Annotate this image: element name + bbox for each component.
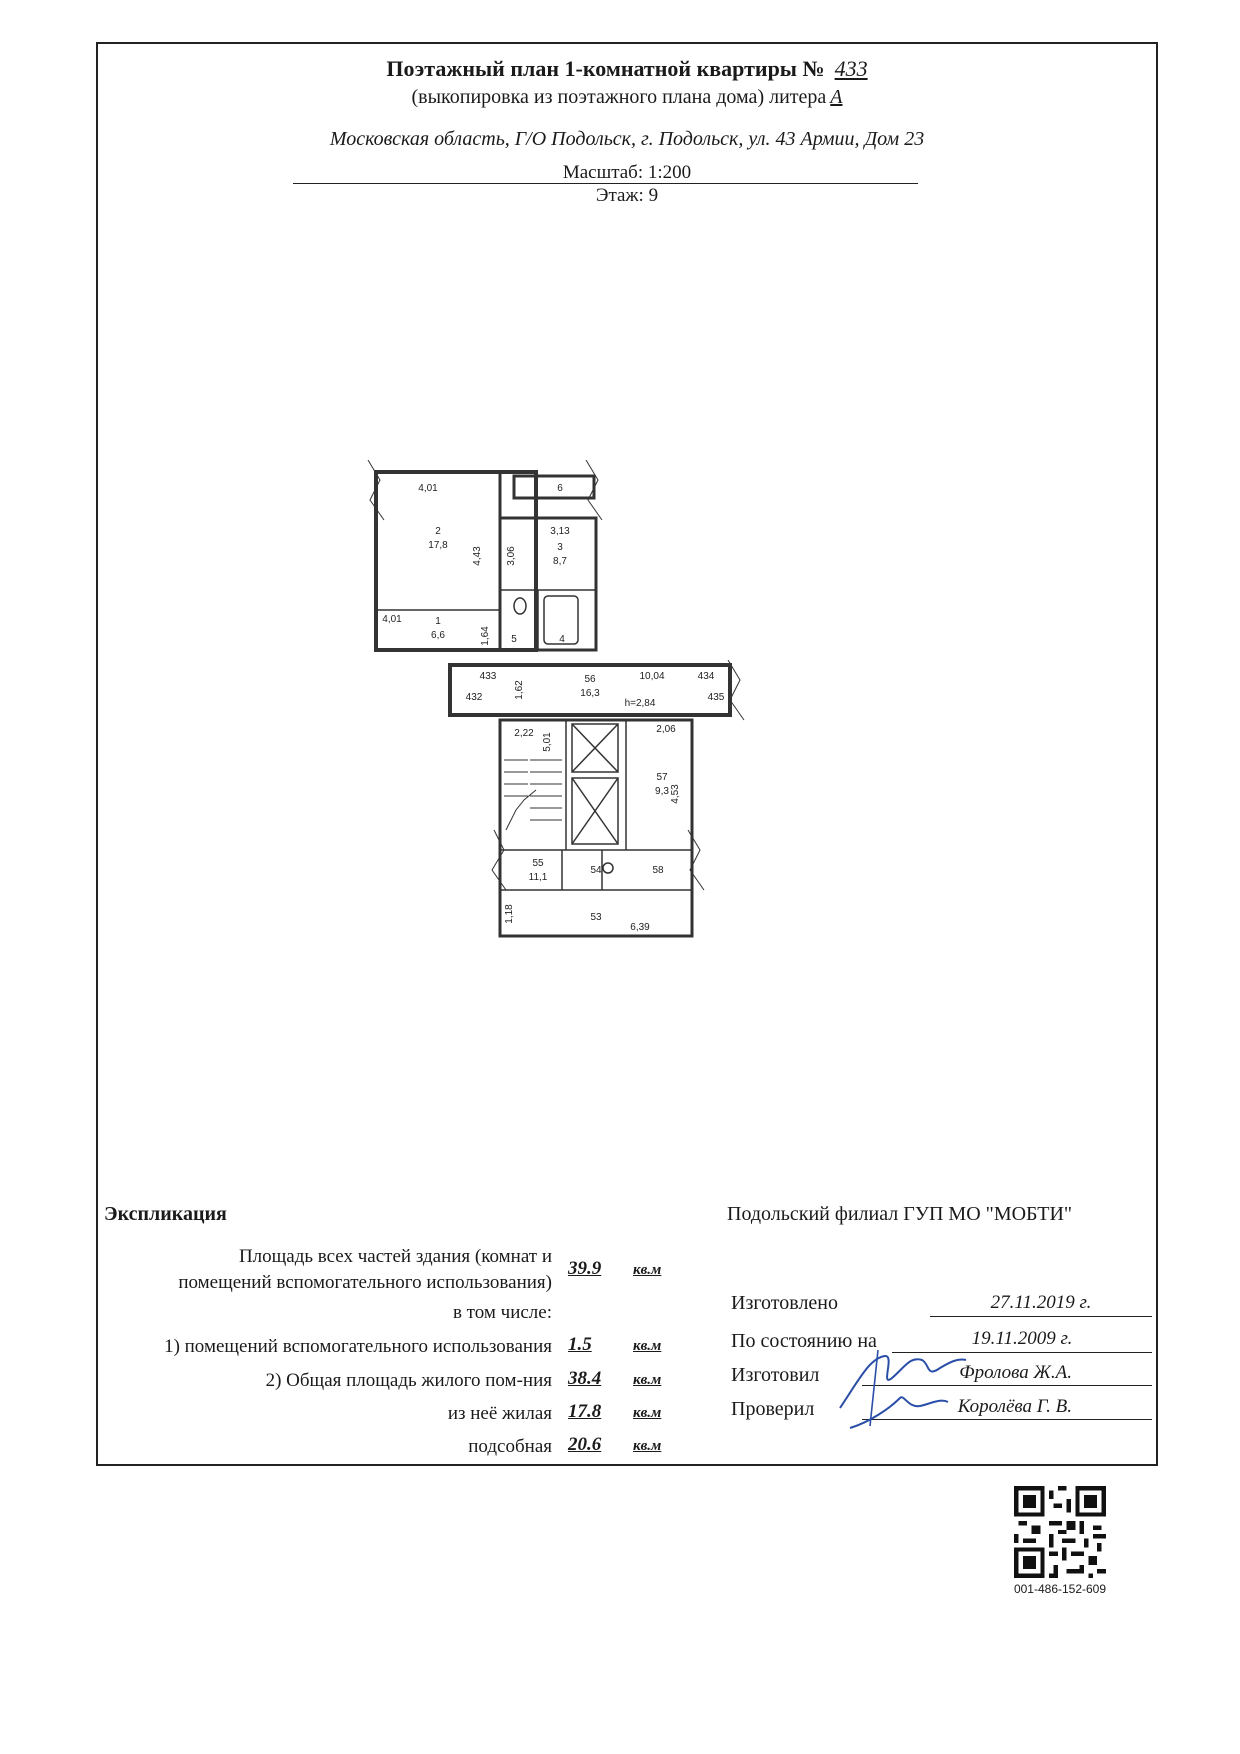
checker-name: Королёва Г. В.	[862, 1396, 1152, 1420]
made-label: Изготовлено	[731, 1292, 839, 1314]
room-number: 1	[435, 616, 441, 627]
maker-label: Изготовил	[731, 1364, 820, 1386]
room-number: 4	[559, 634, 565, 645]
explication-label: 2) Общая площадь жилого пом-ния	[265, 1370, 552, 1391]
checker-label: Проверил	[731, 1398, 815, 1420]
room-area: 8,7	[553, 556, 567, 567]
plan-dim: 2,22	[514, 728, 534, 739]
plan-dim: 1,64	[480, 626, 491, 646]
apartment-label: 432	[465, 692, 483, 703]
plan-dim: 4,43	[472, 546, 483, 566]
room-area: 6,6	[431, 630, 445, 641]
room-number: 3	[557, 542, 563, 553]
plan-dim: 2,06	[656, 724, 676, 735]
room-area: 17,8	[428, 540, 448, 551]
explication-unit: кв.м	[633, 1405, 662, 1421]
explication-value: 39.9	[568, 1258, 602, 1279]
room-area: 9,3	[655, 786, 669, 797]
apartment-label: 435	[707, 692, 725, 703]
explication-value: 38.4	[568, 1368, 602, 1389]
explication-value: 20.6	[568, 1434, 602, 1455]
qr-code-icon	[1014, 1486, 1106, 1578]
room-number: 6	[557, 483, 563, 494]
explication-label: подсобная	[468, 1436, 552, 1457]
explication-title: Экспликация	[104, 1203, 227, 1225]
title-text: Поэтажный план 1-комнатной квартиры №	[386, 56, 825, 81]
explication-label: помещений вспомогательного использования)	[178, 1272, 552, 1293]
plan-dim: 6,39	[630, 922, 650, 933]
apartment-label: 434	[697, 671, 715, 682]
room-number: 58	[652, 865, 664, 876]
apartment-label: 433	[479, 671, 497, 682]
room-number: 54	[590, 865, 602, 876]
plan-dim: 1,62	[514, 680, 525, 700]
apartment-number: 433	[834, 56, 868, 81]
plan-dim: 3,06	[506, 546, 517, 566]
explication-unit: кв.м	[633, 1438, 662, 1454]
explication-label: из неё жилая	[447, 1403, 552, 1424]
explication-label: в том числе:	[452, 1302, 552, 1323]
plan-dim: 1,18	[504, 904, 515, 924]
plan-dim: 3,13	[550, 526, 570, 537]
document-subtitle	[96, 86, 1158, 109]
made-date: 27.11.2019 г.	[930, 1292, 1152, 1317]
room-area: 16,3	[580, 688, 600, 699]
organization: Подольский филиал ГУП МО "МОБТИ"	[727, 1203, 1073, 1225]
room-number: 5	[511, 634, 517, 645]
explication-unit: кв.м	[633, 1262, 662, 1278]
plan-dim: 10,04	[639, 671, 665, 682]
signature-mark	[830, 1338, 970, 1438]
plan-dim: 4,53	[670, 784, 681, 804]
room-number: 2	[435, 526, 441, 537]
state-label: По состоянию на	[731, 1330, 877, 1352]
plan-dim: 5,01	[542, 732, 553, 752]
plan-dim: 4,01	[382, 614, 402, 625]
scale-label: Масштаб: 1:200	[562, 162, 692, 183]
room-number: 55	[532, 858, 544, 869]
room-area: 11,1	[528, 872, 548, 883]
maker-name: Фролова Ж.А.	[862, 1362, 1152, 1386]
liter-value: А	[830, 86, 843, 108]
room-number: 57	[656, 772, 668, 783]
explication-value: 17.8	[568, 1401, 602, 1422]
floor-plan	[340, 460, 760, 950]
plan-dim: 4,01	[418, 483, 438, 494]
subtitle-text: (выкопировка из поэтажного плана дома) литера	[411, 86, 827, 108]
state-date: 19.11.2009 г.	[892, 1328, 1152, 1353]
room-number: 56	[584, 674, 596, 685]
explication-value: 1.5	[568, 1334, 592, 1355]
explication-unit: кв.м	[633, 1338, 662, 1354]
room-number: 53	[590, 912, 602, 923]
scale-divider	[293, 183, 918, 184]
explication-label: Площадь всех частей здания (комнат и	[238, 1246, 552, 1267]
explication-unit: кв.м	[633, 1372, 662, 1388]
address: Московская область, Г/О Подольск, г. Подольск, ул. 43 Армии, Дом 23	[329, 128, 925, 150]
ceiling-height: h=2,84	[624, 698, 656, 709]
floor-label: Этаж: 9	[595, 185, 659, 206]
qr-code-number: 001-486-152-609	[1013, 1582, 1107, 1596]
document-title	[96, 56, 1158, 82]
explication-label: 1) помещений вспомогательного использования	[164, 1336, 552, 1357]
